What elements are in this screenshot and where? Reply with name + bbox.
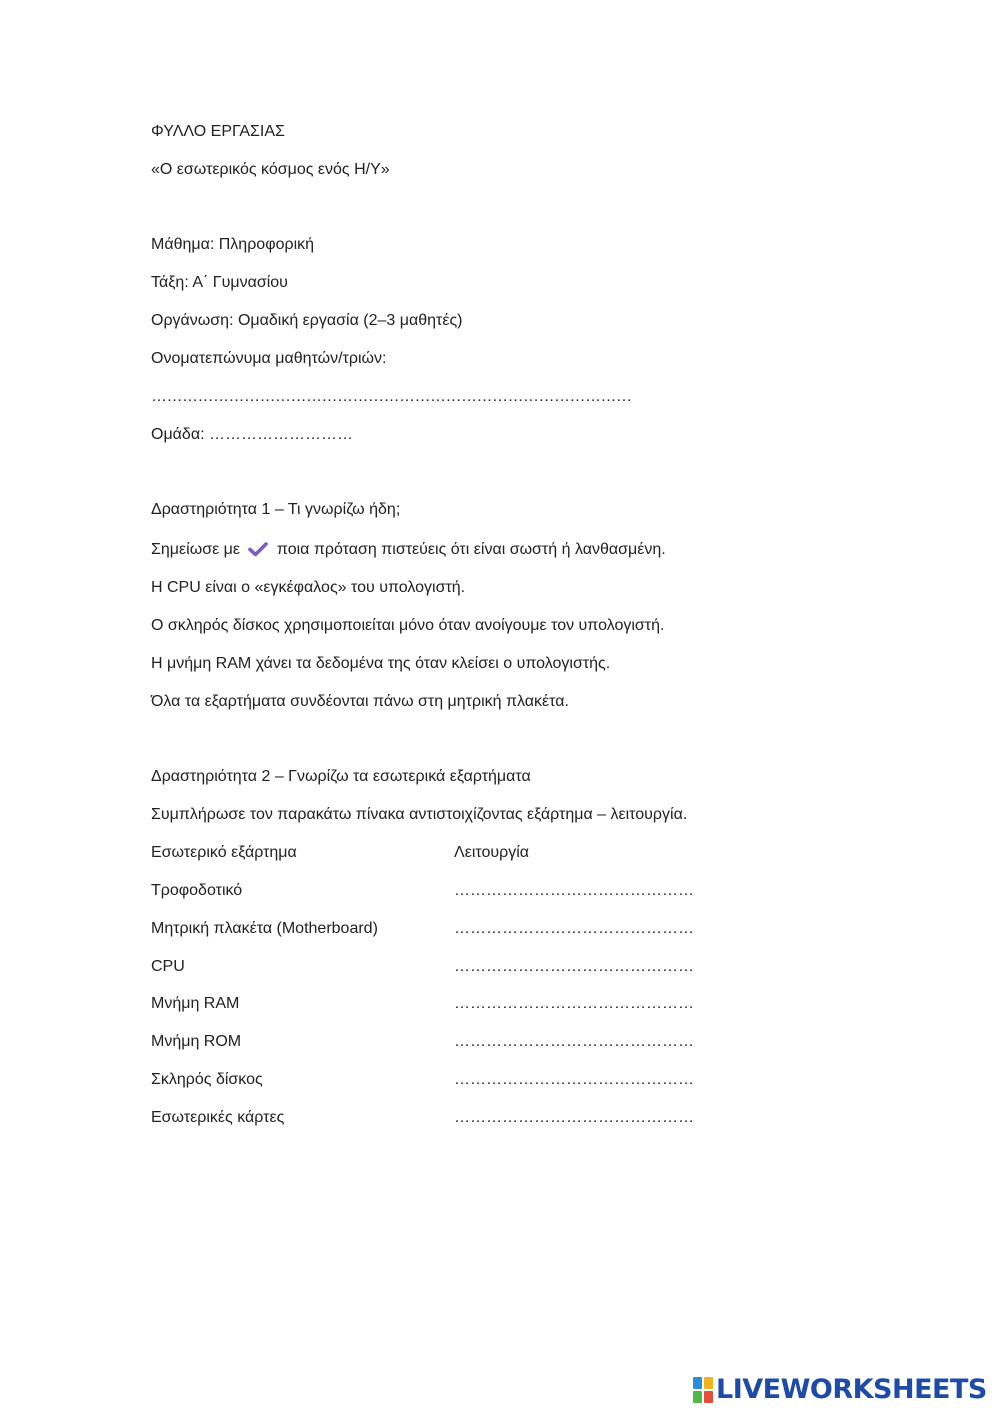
page-subtitle: «Ο εσωτερικός κόσμος ενός Η/Υ» (151, 161, 390, 178)
organization-line: Οργάνωση: Ομαδική εργασία (2–3 μαθητές) (151, 312, 463, 329)
table-row-function-blank[interactable]: ……………………………………… (454, 1071, 694, 1088)
subject-line: Μάθημα: Πληροφορική (151, 236, 315, 253)
table-row-function-blank[interactable]: ……………………………………… (454, 920, 694, 937)
table-row-component: Μνήμη RAM (151, 995, 240, 1012)
table-header-function: Λειτουργία (454, 844, 530, 861)
table-row-component: Μνήμη ROM (151, 1033, 242, 1050)
activity1-instruction (151, 540, 666, 563)
table-row-function-blank[interactable]: ……………………………………… (454, 882, 694, 899)
group-line[interactable]: Ομάδα: ……………………… (151, 426, 353, 443)
activity1-title: Δραστηριότητα 1 – Τι γνωρίζω ήδη; (151, 501, 401, 518)
statement-3[interactable]: Η μνήμη RAM χάνει τα δεδομένα της όταν κλείσει ο υπολογιστής. (151, 655, 611, 672)
table-row-component: CPU (151, 958, 185, 975)
page-title: ΦΥΛΛΟ ΕΡΓΑΣΙΑΣ (151, 123, 285, 140)
table-row-function-blank[interactable]: ……………………………………… (454, 995, 694, 1012)
table-row-function-blank[interactable]: ……………………………………… (454, 1033, 694, 1050)
table-row-component: Εσωτερικές κάρτες (151, 1109, 285, 1126)
instruction-before: Σημείωσε με (151, 541, 240, 558)
check-icon (248, 541, 268, 563)
statement-2[interactable]: Ο σκληρός δίσκος χρησιμοποιείται μόνο όταν ανοίγουμε τον υπολογιστή. (151, 617, 665, 634)
statement-1[interactable]: Η CPU είναι ο «εγκέφαλος» του υπολογιστή. (151, 579, 466, 596)
liveworksheets-logo[interactable] (693, 1376, 987, 1404)
table-header-component: Εσωτερικό εξάρτημα (151, 844, 297, 861)
activity2-instruction: Συμπλήρωσε τον παρακάτω πίνακα αντιστοιχίζοντας εξάρτημα – λειτουργία. (151, 806, 688, 823)
statement-4[interactable]: Όλα τα εξαρτήματα συνδέονται πάνω στη μητρική πλακέτα. (151, 693, 569, 710)
table-row-function-blank[interactable]: ……………………………………… (454, 958, 694, 975)
activity2-title: Δραστηριότητα 2 – Γνωρίζω τα εσωτερικά εξαρτήματα (151, 768, 531, 785)
logo-text: LIVEWORKSHEETS (716, 1374, 987, 1405)
names-blank[interactable]: ………………………………………………………………………………… (151, 388, 632, 405)
table-row-component: Σκληρός δίσκος (151, 1071, 263, 1088)
table-row-function-blank[interactable]: ……………………………………… (454, 1109, 694, 1126)
class-line: Τάξη: Α΄ Γυμνασίου (151, 274, 288, 291)
table-row-component: Μητρική πλακέτα (Motherboard) (151, 920, 378, 937)
table-row-component: Τροφοδοτικό (151, 882, 243, 899)
liveworksheets-logo-icon (693, 1377, 713, 1403)
names-label: Ονοματεπώνυμα μαθητών/τριών: (151, 350, 387, 367)
instruction-after: ποια πρόταση πιστεύεις ότι είναι σωστή ή λανθασμένη. (276, 541, 666, 558)
